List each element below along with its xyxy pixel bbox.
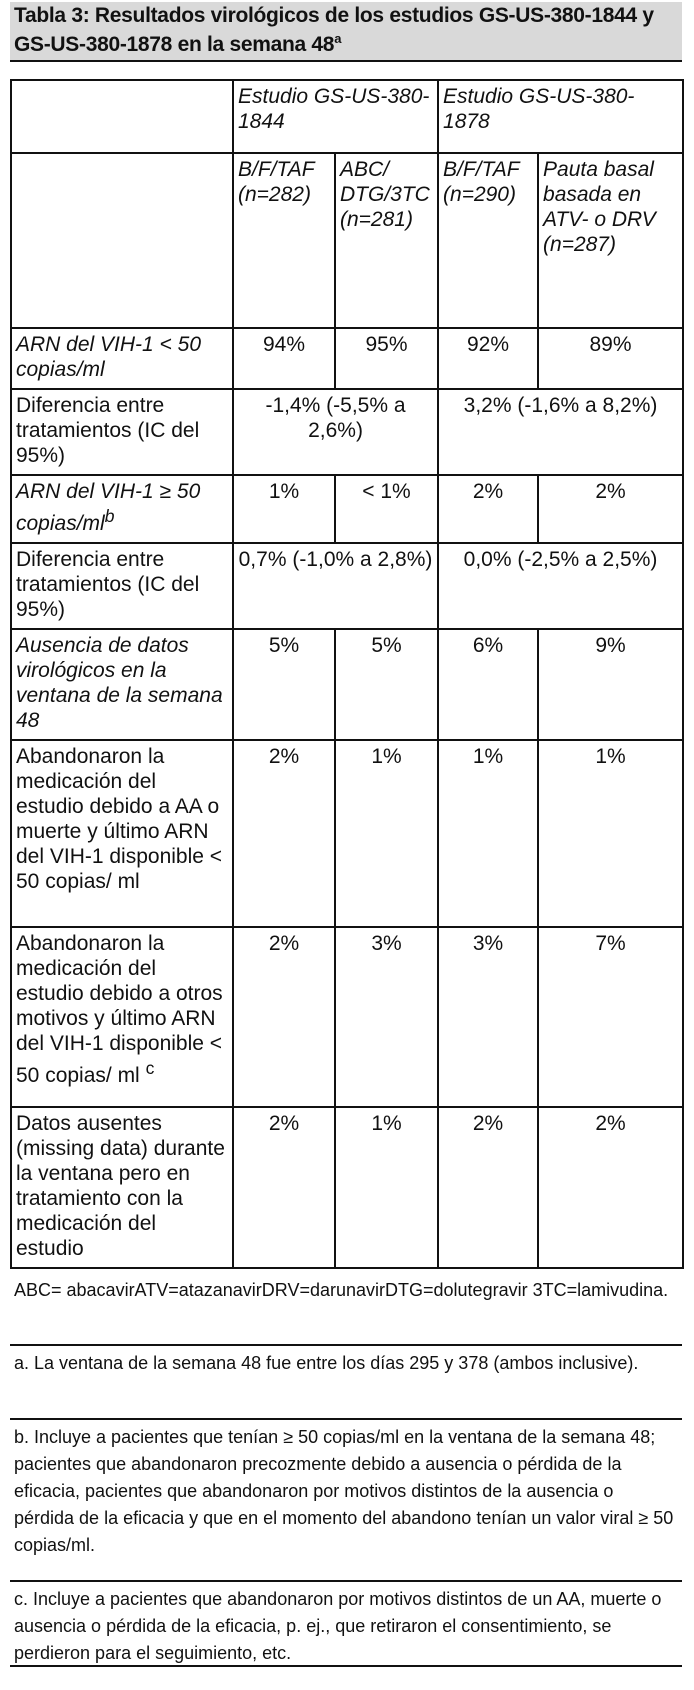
row-value: 94%	[233, 328, 335, 389]
row-value: 6%	[438, 629, 538, 740]
row-value: 5%	[335, 629, 438, 740]
row-value: 1%	[335, 740, 438, 927]
row-value: 92%	[438, 328, 538, 389]
row-label: Diferencia entre tratamientos (IC del 95%)	[11, 543, 233, 629]
row-label-text: Abandonaron la medicación del estudio debido a otros motivos y último ARN del VIH-1 disponible < 50 copias/ ml	[16, 932, 223, 1087]
table-row	[11, 543, 683, 629]
row-label: ARN del VIH-1 < 50 copias/ml	[11, 328, 233, 389]
header-study-1844: Estudio GS-US-380-1844	[233, 80, 438, 153]
table-row	[11, 927, 683, 1107]
row-value: 3%	[438, 927, 538, 1107]
row-value: 2%	[438, 1107, 538, 1268]
header-empty-cell	[11, 80, 233, 153]
row-value: 9%	[538, 629, 683, 740]
footnote-b: b. Incluye a pacientes que tenían ≥ 50 copias/ml en la ventana de la semana 48; pacientes que abandonaron precozmente debido a ausencia o pérdida de la eficacia, pacientes que abandonaron por motivos distintos de la ausencia o pérdida de la eficacia y que en el momento del abandono tenían un valor viral ≥ 50 copias/ml.	[10, 1418, 682, 1559]
row-difference: 3,2% (-1,6% a 8,2%)	[438, 389, 683, 475]
row-value: 5%	[233, 629, 335, 740]
row-label: Diferencia entre tratamientos (IC del 95%)	[11, 389, 233, 475]
row-value: 1%	[335, 1107, 438, 1268]
row-value: 7%	[538, 927, 683, 1107]
row-label: Datos ausentes (missing data) durante la ventana pero en tratamiento con la medicación del estudio	[11, 1107, 233, 1268]
row-value: 89%	[538, 328, 683, 389]
footnote-a: a. La ventana de la semana 48 fue entre los días 295 y 378 (ambos inclusive).	[10, 1344, 682, 1377]
table-row	[11, 740, 683, 927]
results-table	[10, 79, 684, 1269]
row-value: 2%	[233, 740, 335, 927]
row-value: 95%	[335, 328, 438, 389]
row-label-text: ARN del VIH-1 ≥ 50 copias/ml	[16, 480, 201, 535]
row-value: 1%	[538, 740, 683, 927]
header-arm-bftaf-1878: B/F/TAF (n=290)	[438, 153, 538, 328]
row-difference: 0,7% (-1,0% a 2,8%)	[233, 543, 438, 629]
header-row-arms	[11, 153, 683, 328]
header-arm-atv-drv: Pauta basal basada en ATV- o DRV (n=287)	[538, 153, 683, 328]
row-value: 2%	[538, 475, 683, 543]
table-row	[11, 1107, 683, 1268]
row-footnote-marker: c	[145, 1058, 155, 1078]
row-value: 3%	[335, 927, 438, 1107]
row-label	[11, 475, 233, 543]
abbreviations-note: ABC= abacavirATV=atazanavirDRV=darunavirDTG=dolutegravir 3TC=lamivudina.	[14, 1280, 669, 1300]
footnote-c: c. Incluye a pacientes que abandonaron por motivos distintos de un AA, muerte o ausencia o pérdida de la eficacia, p. ej., que retiraron el consentimiento, se perdieron para el seguimiento, etc.	[10, 1580, 682, 1667]
row-label: Abandonaron la medicación del estudio debido a AA o muerte y último ARN del VIH-1 disponible < 50 copias/ ml	[11, 740, 233, 927]
row-difference: -1,4% (-5,5% a 2,6%)	[233, 389, 438, 475]
header-arm-bftaf-1844: B/F/TAF (n=282)	[233, 153, 335, 328]
row-value: 1%	[233, 475, 335, 543]
header-row-studies	[11, 80, 683, 153]
header-study-1878: Estudio GS-US-380-1878	[438, 80, 683, 153]
row-value: 2%	[233, 927, 335, 1107]
row-label: Ausencia de datos virológicos en la ventana de la semana 48	[11, 629, 233, 740]
bottom-rule	[10, 1665, 682, 1667]
row-value: 2%	[538, 1107, 683, 1268]
header-empty-cell	[11, 153, 233, 328]
title-footnote-marker: a	[334, 31, 342, 46]
row-label	[11, 927, 233, 1107]
table-row	[11, 475, 683, 543]
table-row	[11, 389, 683, 475]
row-footnote-marker: b	[104, 506, 115, 526]
table-row	[11, 328, 683, 389]
row-value: 1%	[438, 740, 538, 927]
row-value: 2%	[233, 1107, 335, 1268]
row-difference: 0,0% (-2,5% a 2,5%)	[438, 543, 683, 629]
table-title-text: Tabla 3: Resultados virológicos de los estudios GS-US-380-1844 y GS-US-380-1878 en la semana 48	[14, 4, 654, 56]
table-title	[10, 2, 682, 62]
row-value: < 1%	[335, 475, 438, 543]
row-value: 2%	[438, 475, 538, 543]
table-row	[11, 629, 683, 740]
header-arm-abc-dtg-3tc: ABC/ DTG/3TC (n=281)	[335, 153, 438, 328]
